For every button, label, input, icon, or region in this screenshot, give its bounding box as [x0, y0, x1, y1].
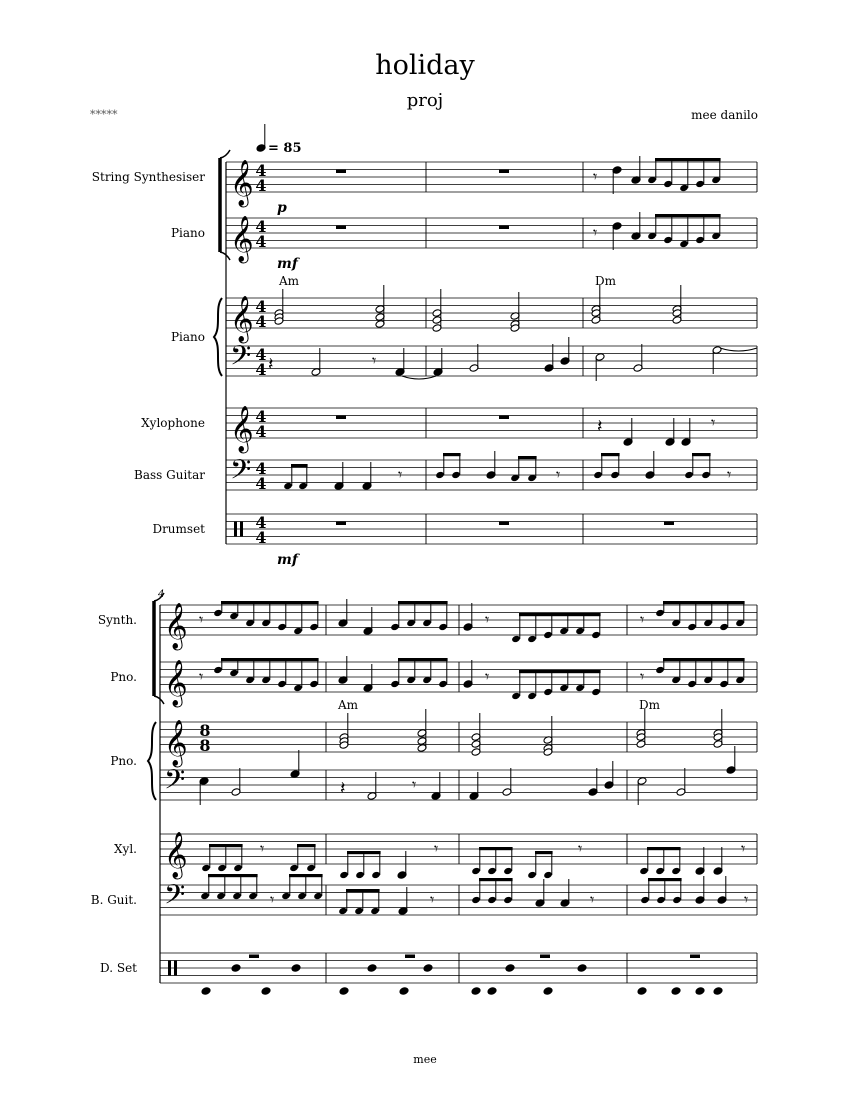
tie — [720, 348, 757, 351]
note-beam — [663, 658, 745, 661]
time-signature-top: 8 — [199, 721, 211, 740]
treble-clef-icon: 𝄞 — [164, 720, 188, 766]
note-head — [505, 964, 515, 973]
treble-clef-icon: 𝄞 — [230, 160, 254, 206]
note-head — [671, 987, 681, 996]
whole-rest — [690, 955, 700, 959]
staff-label: Pno. — [110, 670, 137, 684]
eighth-rest: 𝄾 — [199, 667, 204, 686]
treble-clef-icon: 𝄞 — [164, 660, 188, 706]
whole-rest — [499, 416, 509, 420]
note-beam — [209, 844, 243, 847]
staff-label: Drumset — [152, 522, 205, 536]
treble-clef-icon: 𝄞 — [230, 216, 254, 262]
time-signature-top: 4 — [255, 217, 267, 236]
eighth-rest: 𝄾 — [430, 890, 435, 909]
time-signature-bottom: 4 — [255, 422, 267, 441]
dynamic-marking: mf — [277, 256, 298, 272]
staff-label: Piano — [170, 330, 205, 344]
treble-clef-icon: 𝄞 — [230, 406, 254, 452]
note-head — [399, 987, 409, 996]
staff-label: B. Guit. — [90, 893, 137, 907]
eighth-rest: 𝄾 — [593, 167, 598, 186]
eighth-rest: 𝄾 — [372, 351, 377, 370]
dynamic-marking: p — [277, 200, 287, 216]
time-signature-bottom: 4 — [255, 232, 267, 251]
chord-symbol: Am — [338, 698, 359, 712]
whole-rest — [499, 226, 509, 230]
eighth-rest: 𝄾 — [578, 839, 583, 858]
note-beam — [297, 844, 316, 847]
bass-clef-icon: 𝄢 — [164, 763, 186, 802]
footer-text: mee — [413, 1053, 437, 1066]
treble-clef-icon: 𝄞 — [164, 832, 188, 878]
dynamic-marking: mf — [277, 552, 298, 568]
score-subtitle: proj — [406, 90, 444, 111]
staff-label: Piano — [170, 226, 205, 240]
staff-label: Pno. — [110, 754, 137, 768]
note-beam — [655, 158, 721, 161]
bass-clef-icon: 𝄢 — [164, 878, 186, 917]
measure-number: 4 — [158, 589, 165, 600]
time-signature-bottom: 8 — [199, 736, 211, 755]
whole-rest — [540, 955, 550, 959]
staff-label: Xylophone — [141, 416, 205, 430]
percussion-clef-icon — [168, 961, 171, 976]
whole-rest — [405, 955, 415, 959]
percussion-clef-icon — [234, 522, 237, 537]
note-beam — [519, 613, 601, 616]
note-head — [577, 964, 587, 973]
whole-rest — [336, 170, 346, 174]
eighth-rest: 𝄾 — [398, 465, 403, 484]
composer: mee danilo — [691, 108, 758, 122]
note-beam — [479, 847, 513, 850]
note-head — [201, 987, 211, 996]
staff-bracket — [220, 150, 230, 158]
score-title: holiday — [375, 50, 475, 81]
note-beam — [535, 851, 553, 854]
note-head — [695, 987, 705, 996]
time-signature-top: 4 — [255, 345, 267, 364]
whole-rest — [664, 522, 674, 526]
eighth-rest: 𝄾 — [556, 465, 561, 484]
time-signature-bottom: 4 — [255, 360, 267, 379]
note-head — [367, 964, 377, 973]
tie — [402, 376, 436, 379]
note-beam — [347, 851, 381, 854]
eighth-rest: 𝄾 — [485, 667, 490, 686]
whole-rest — [336, 226, 346, 230]
time-signature-bottom: 4 — [255, 528, 267, 547]
staff-label: Xyl. — [114, 842, 137, 856]
note-head — [487, 987, 497, 996]
note-beam — [221, 658, 319, 661]
note-head — [261, 987, 271, 996]
percussion-clef-icon — [174, 961, 177, 976]
note-head — [339, 987, 349, 996]
staff-label: Bass Guitar — [134, 468, 205, 482]
time-signature-top: 4 — [255, 161, 267, 180]
treble-clef-icon: 𝄞 — [230, 296, 254, 342]
eighth-rest: 𝄾 — [485, 610, 490, 629]
time-signature-bottom: 4 — [255, 176, 267, 195]
note-head — [637, 987, 647, 996]
chord-symbol: Am — [279, 274, 300, 288]
note-beam — [692, 453, 711, 456]
time-signature-top: 4 — [255, 459, 267, 478]
note-beam — [398, 658, 448, 661]
note-beam — [291, 464, 308, 467]
note-beam — [289, 874, 323, 877]
note-head — [713, 987, 723, 996]
staff-label: String Synthesiser — [91, 170, 205, 184]
quarter-rest: 𝄽 — [268, 354, 274, 375]
eighth-rest: 𝄾 — [260, 839, 265, 858]
tempo-marking: = 85 — [268, 141, 302, 156]
note-beam — [655, 214, 721, 217]
note-beam — [601, 453, 620, 456]
note-head — [471, 987, 481, 996]
note-beam — [479, 878, 513, 881]
eighth-rest: 𝄾 — [590, 890, 595, 909]
quarter-rest: 𝄽 — [340, 778, 346, 799]
staff-bracket — [154, 696, 164, 704]
eighth-rest: 𝄾 — [640, 610, 645, 629]
note-beam — [346, 889, 380, 892]
eighth-rest: 𝄾 — [270, 890, 275, 909]
note-head — [543, 987, 553, 996]
eighth-rest: 𝄾 — [434, 839, 439, 858]
note-head — [231, 964, 241, 973]
note-head — [291, 964, 301, 973]
eighth-rest: 𝄾 — [199, 610, 204, 629]
note-beam — [647, 847, 681, 850]
whole-rest — [336, 416, 346, 420]
eighth-rest: 𝄾 — [727, 465, 732, 484]
grand-staff-brace — [148, 722, 156, 800]
eighth-rest: 𝄾 — [741, 839, 746, 858]
chord-symbol: Dm — [595, 274, 616, 288]
note-beam — [443, 453, 461, 456]
note-beam — [398, 601, 448, 604]
whole-rest — [499, 170, 509, 174]
eighth-rest: 𝄾 — [412, 775, 417, 794]
note-beam — [519, 670, 601, 673]
staff-bracket — [220, 252, 230, 260]
copyright-stars: ***** — [90, 108, 118, 121]
time-signature-bottom: 4 — [255, 474, 267, 493]
note-beam — [221, 601, 319, 604]
bass-clef-icon: 𝄢 — [230, 453, 252, 492]
whole-rest — [336, 522, 346, 526]
quarter-rest: 𝄽 — [597, 416, 603, 437]
eighth-rest: 𝄾 — [593, 223, 598, 242]
time-signature-bottom: 4 — [255, 312, 267, 331]
staff-label: Synth. — [97, 613, 137, 627]
whole-rest — [249, 955, 259, 959]
staff-label: D. Set — [100, 961, 137, 975]
chord-symbol: Dm — [639, 698, 660, 712]
bass-clef-icon: 𝄢 — [230, 339, 252, 378]
treble-clef-icon: 𝄞 — [164, 603, 188, 649]
note-beam — [208, 874, 258, 877]
whole-rest — [499, 522, 509, 526]
time-signature-top: 4 — [255, 513, 267, 532]
grand-staff-brace — [214, 298, 222, 376]
note-beam — [518, 456, 537, 459]
note-head — [423, 964, 433, 973]
percussion-clef-icon — [240, 522, 243, 537]
time-signature-top: 4 — [255, 407, 267, 426]
eighth-rest: 𝄾 — [640, 667, 645, 686]
note-beam — [663, 601, 745, 604]
eighth-rest: 𝄾 — [744, 890, 749, 909]
time-signature-top: 4 — [255, 297, 267, 316]
note-beam — [648, 878, 682, 881]
eighth-rest: 𝄾 — [711, 413, 716, 432]
